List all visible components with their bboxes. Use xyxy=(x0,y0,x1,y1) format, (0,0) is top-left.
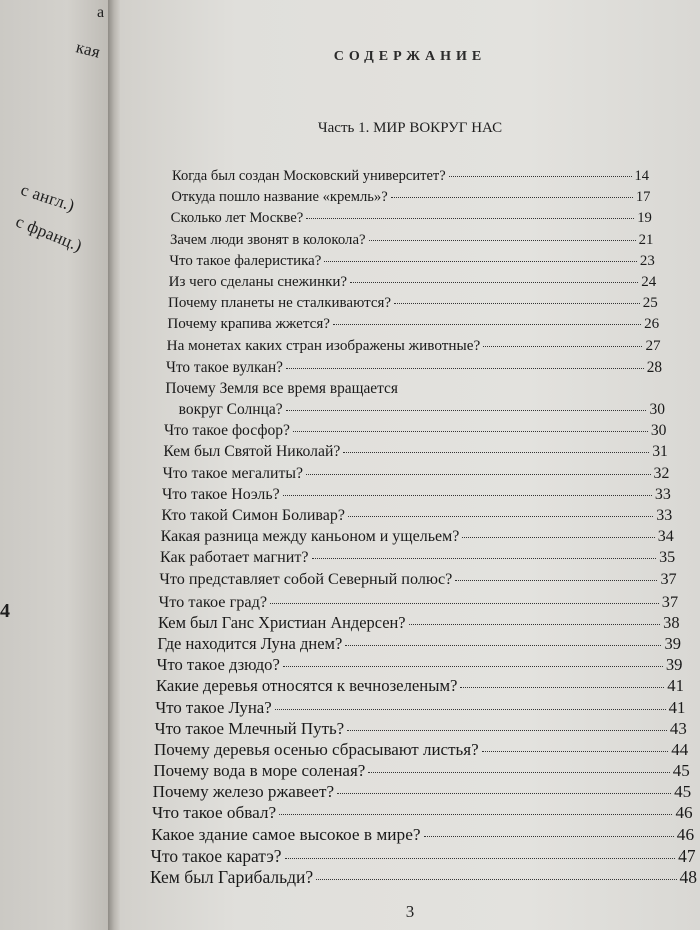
toc-entry xyxy=(155,719,687,739)
dot-leader xyxy=(285,858,676,859)
toc-entry-title: На монетах каких стран изображены животные? xyxy=(166,337,481,355)
toc-entry-page: 33 xyxy=(656,506,673,524)
toc-entry-title: Что такое Млечный Путь? xyxy=(154,718,345,738)
toc-entry xyxy=(169,253,654,270)
toc-heading: СОДЕРЖАНИЕ xyxy=(333,49,487,64)
toc-entry-title: Кем был Гарибальди? xyxy=(150,867,314,887)
toc-entry-title: Кем был Ганс Христиан Андерсен? xyxy=(158,612,406,632)
toc-entry-page: 14 xyxy=(634,168,649,184)
toc-entry-title: Сколько лет Москве? xyxy=(170,210,304,227)
toc-entry-page: 46 xyxy=(675,803,693,823)
toc-entry-title: Откуда пошло название «кремль»? xyxy=(171,189,388,206)
toc-entry xyxy=(151,846,696,867)
dot-leader xyxy=(312,558,657,559)
dot-leader xyxy=(391,197,633,198)
toc-entry-page: 27 xyxy=(645,337,661,355)
toc-entry-page: 31 xyxy=(652,443,668,461)
toc-entry xyxy=(160,549,675,567)
dot-leader xyxy=(306,218,634,219)
dot-leader xyxy=(483,346,642,347)
toc-entry xyxy=(170,232,653,249)
toc-entry-title: Что такое обвал? xyxy=(152,803,277,823)
toc-entry-title: Почему железо ржавеет? xyxy=(152,782,335,802)
toc-entry xyxy=(161,528,674,546)
toc-entry-title: Что такое Ноэль? xyxy=(162,485,280,503)
toc-entry-title: Из чего сделаны снежинки? xyxy=(168,273,348,290)
dot-leader xyxy=(343,452,649,453)
toc-entry-title: Когда был создан Московский университет? xyxy=(172,168,446,184)
dot-leader xyxy=(316,879,676,880)
toc-entry xyxy=(153,782,692,802)
toc-entry xyxy=(157,655,683,675)
toc-entry-title: Что представляет собой Северный полюс? xyxy=(159,570,453,589)
toc-entry-page: 45 xyxy=(672,761,690,781)
toc-entry-title: Как работает магнит? xyxy=(160,549,309,567)
toc-entry-page: 21 xyxy=(638,231,654,248)
left-page-fragment: а xyxy=(97,4,105,21)
toc-entry-title: Что такое каратэ? xyxy=(150,845,282,866)
toc-entry-page: 34 xyxy=(657,528,674,546)
toc-entry xyxy=(151,825,694,845)
dot-leader xyxy=(345,645,661,646)
toc-entry xyxy=(167,337,661,355)
dot-leader xyxy=(424,836,674,837)
toc-entry xyxy=(163,465,670,483)
toc-entry xyxy=(167,316,659,333)
toc-entry xyxy=(169,274,657,291)
toc-entry xyxy=(162,486,671,504)
toc-entry xyxy=(157,634,681,654)
toc-entry xyxy=(154,740,688,760)
toc-entry xyxy=(172,168,649,185)
dot-leader xyxy=(283,666,663,667)
toc-entry-page: 48 xyxy=(679,867,697,887)
toc-entry-page: 45 xyxy=(674,782,692,802)
toc-list xyxy=(120,0,700,930)
toc-entry-title: Что такое вулкан? xyxy=(166,358,283,376)
toc-page xyxy=(120,0,700,930)
toc-entry-title: вокруг Солнца? xyxy=(178,401,283,418)
toc-entry xyxy=(171,210,652,227)
dot-leader xyxy=(293,431,648,432)
toc-entry-page: 19 xyxy=(637,210,652,227)
toc-entry xyxy=(179,401,665,419)
dot-leader xyxy=(394,303,640,304)
dot-leader xyxy=(455,580,657,581)
toc-entry-page: 41 xyxy=(668,697,686,717)
toc-entry-title: Какие деревья относятся к вечнозеленым? xyxy=(156,676,458,696)
dot-leader xyxy=(279,814,672,815)
toc-entry-page: 25 xyxy=(642,295,658,312)
toc-entry-page: 33 xyxy=(654,485,671,503)
toc-entry xyxy=(158,613,680,633)
toc-entry-page: 39 xyxy=(664,634,681,653)
dot-leader xyxy=(275,709,666,710)
left-page-fragment: с франц.) xyxy=(13,211,85,256)
previous-page xyxy=(0,0,112,930)
toc-entry-page: 46 xyxy=(676,824,695,844)
toc-entry xyxy=(171,189,650,206)
toc-entry-page: 23 xyxy=(639,252,655,269)
toc-entry-title: Зачем люди звонят в колокола? xyxy=(170,231,366,248)
toc-entry-page: 47 xyxy=(678,845,696,866)
toc-entry-page: 38 xyxy=(663,612,680,632)
dot-leader xyxy=(283,495,652,496)
toc-entry xyxy=(163,443,668,461)
toc-entry-title: Что такое дзюдо? xyxy=(156,655,280,675)
dot-leader xyxy=(350,282,638,283)
toc-entry-title: Что такое град? xyxy=(158,591,268,611)
toc-entry-page: 37 xyxy=(661,591,679,611)
dot-leader xyxy=(286,410,647,411)
toc-entry-title: Почему планеты не сталкиваются? xyxy=(168,295,392,312)
toc-entry-title: Где находится Луна днем? xyxy=(157,634,343,653)
part-title: Часть 1. МИР ВОКРУГ НАС xyxy=(317,120,503,136)
toc-entry-page: 44 xyxy=(671,739,689,759)
toc-entry-page: 17 xyxy=(635,189,651,206)
dot-leader xyxy=(347,730,667,731)
toc-entry-page: 41 xyxy=(667,676,684,696)
toc-entry-title: Почему Земля все время вращается xyxy=(165,379,398,397)
toc-entry xyxy=(165,380,398,398)
dot-leader xyxy=(462,537,654,538)
left-page-fragment: с англ.) xyxy=(18,179,78,216)
toc-entry-page: 32 xyxy=(653,464,670,482)
left-page-fragment: кая xyxy=(74,37,103,62)
page-number: 3 xyxy=(405,902,415,921)
toc-entry-page: 30 xyxy=(650,422,667,440)
dot-leader xyxy=(324,261,637,262)
toc-entry xyxy=(153,761,689,781)
toc-entry xyxy=(155,698,685,718)
toc-entry-title: Почему крапива жжется? xyxy=(167,316,330,333)
toc-entry-page: 26 xyxy=(644,316,660,333)
toc-entry-title: Кем был Святой Николай? xyxy=(163,443,341,461)
toc-entry-title: Что такое Луна? xyxy=(155,697,272,717)
toc-entry-title: Какое здание самое высокое в мире? xyxy=(151,824,421,844)
toc-entry-page: 37 xyxy=(660,570,677,589)
toc-entry-title: Почему вода в море соленая? xyxy=(153,761,366,781)
toc-entry xyxy=(159,570,676,589)
toc-entry xyxy=(166,359,662,377)
toc-entry-title: Что такое фосфор? xyxy=(164,422,290,440)
toc-entry-page: 35 xyxy=(659,549,676,567)
toc-entry-page: 24 xyxy=(641,273,657,290)
toc-entry xyxy=(156,676,684,696)
toc-entry-title: Что такое фалеристика? xyxy=(169,252,322,269)
left-page-fragment: 4 xyxy=(0,600,11,622)
dot-leader xyxy=(270,603,659,604)
dot-leader xyxy=(337,793,671,794)
toc-entry-title: Что такое мегалиты? xyxy=(162,464,304,482)
dot-leader xyxy=(333,324,641,325)
toc-entry-page: 28 xyxy=(646,358,663,376)
dot-leader xyxy=(368,772,669,773)
toc-entry-title: Какая разница между каньоном и ущельем? xyxy=(160,528,460,546)
toc-entry-page: 43 xyxy=(669,718,687,738)
toc-entry xyxy=(159,592,678,612)
toc-entry-title: Почему деревья осенью сбрасывают листья? xyxy=(154,739,479,759)
toc-entry xyxy=(161,507,672,525)
toc-entry xyxy=(152,803,693,823)
dot-leader xyxy=(348,516,653,517)
dot-leader xyxy=(449,176,632,177)
dot-leader xyxy=(306,474,651,475)
toc-entry-title: Кто такой Симон Боливар? xyxy=(161,506,345,524)
toc-entry xyxy=(150,867,697,888)
toc-entry-page: 30 xyxy=(649,401,665,418)
dot-leader xyxy=(286,368,644,369)
dot-leader xyxy=(482,751,669,752)
toc-entry xyxy=(168,295,658,312)
toc-entry xyxy=(164,422,666,440)
dot-leader xyxy=(460,687,664,688)
dot-leader xyxy=(369,240,636,241)
dot-leader xyxy=(409,624,661,625)
toc-entry-page: 39 xyxy=(665,655,683,675)
